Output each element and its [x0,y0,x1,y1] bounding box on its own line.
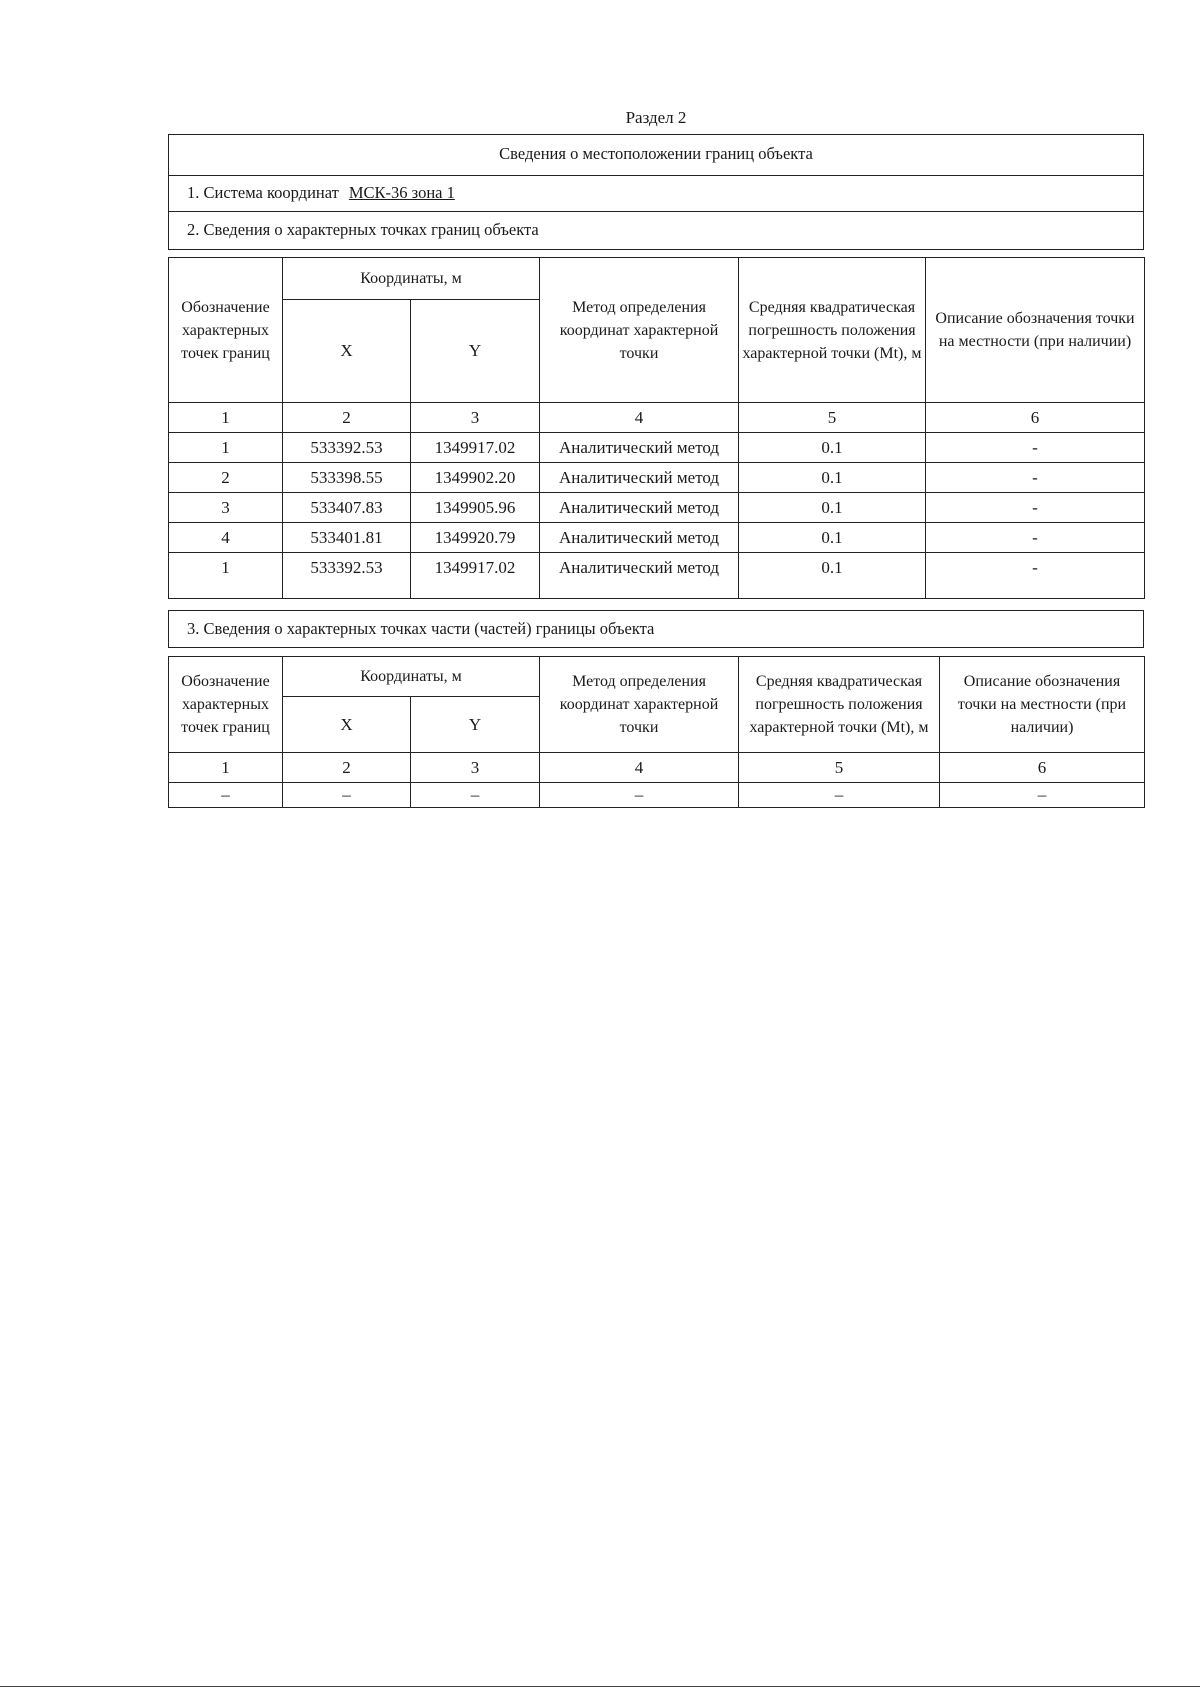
error-value: – [739,783,940,808]
col-coordinates: Координаты, м [283,258,540,300]
part-boundary-points-table [168,656,1145,808]
column-number: 2 [283,753,411,783]
coord-y: – [411,783,540,808]
method: – [540,783,739,808]
description: - [926,433,1145,463]
boundary-points-body [169,258,1145,599]
section-label: Раздел 2 [625,108,687,127]
object-boundaries-title: Сведения о местоположении границ объекта [499,144,813,163]
page-bottom-rule [0,1686,1200,1687]
point-id: 2 [169,463,283,493]
col-method: Метод определения координат характерной точки [540,258,739,403]
coordinate-system-label: 1. Система координат [187,183,339,202]
method: Аналитический метод [540,463,739,493]
description: - [926,553,1145,599]
coord-y: 1349902.20 [411,463,540,493]
error-value: 0.1 [739,493,926,523]
table-row [169,463,1145,493]
coordinate-system-value: МСК-36 зона 1 [348,183,455,202]
method: Аналитический метод [540,433,739,463]
column-number-row [169,403,1145,433]
col-description: Описание обозначения точки на местности (при наличии) [940,657,1145,753]
table-row [169,493,1145,523]
column-number: 4 [540,403,739,433]
description: - [926,523,1145,553]
column-number: 3 [411,753,540,783]
coord-x: 533401.81 [283,523,411,553]
col-y: Y [411,300,540,403]
method: Аналитический метод [540,553,739,599]
error-value: 0.1 [739,463,926,493]
coord-y: 1349905.96 [411,493,540,523]
coord-x: 533392.53 [283,433,411,463]
column-number: 3 [411,403,540,433]
column-number: 6 [926,403,1145,433]
column-number: 6 [940,753,1145,783]
col-x: X [283,697,411,753]
description: - [926,493,1145,523]
col-y: Y [411,697,540,753]
coord-y: 1349920.79 [411,523,540,553]
method: Аналитический метод [540,493,739,523]
point-id: 1 [169,433,283,463]
point-id: 3 [169,493,283,523]
col-description: Описание обозначения точки на местности (при наличии) [926,258,1145,403]
column-number: 1 [169,753,283,783]
point-id: – [169,783,283,808]
error-value: 0.1 [739,433,926,463]
coord-y: 1349917.02 [411,553,540,599]
error-value: 0.1 [739,553,926,599]
col-method: Метод определения координат характерной точки [540,657,739,753]
coord-x: 533398.55 [283,463,411,493]
coordinate-system-row [169,175,1143,211]
section2-title: 2. Сведения о характерных точках границ объекта [168,211,1144,250]
column-number: 4 [540,753,739,783]
method: Аналитический метод [540,523,739,553]
table-row [169,523,1145,553]
table-row [169,553,1145,599]
col-x: X [283,300,411,403]
column-number: 1 [169,403,283,433]
error-value: 0.1 [739,523,926,553]
col-error: Средняя квадратическая погрешность положения характерной точки (Mt), м [739,657,940,753]
header-box [168,134,1144,212]
coord-x: 533407.83 [283,493,411,523]
point-id: 4 [169,523,283,553]
description: - [926,463,1145,493]
table-row [169,433,1145,463]
boundary-points-table [168,257,1145,599]
section3-title: 3. Сведения о характерных точках части (частей) границы объекта [168,610,1144,648]
description: – [940,783,1145,808]
coord-x: 533392.53 [283,553,411,599]
point-id: 1 [169,553,283,599]
coord-y: 1349917.02 [411,433,540,463]
col-coordinates: Координаты, м [283,657,540,697]
part-boundary-points-body [169,657,1145,808]
coord-x: – [283,783,411,808]
col-designation: Обозначение характерных точек границ [169,258,283,403]
column-number-row [169,753,1145,783]
column-number: 2 [283,403,411,433]
col-error: Средняя квадратическая погрешность положения характерной точки (Mt), м [739,258,926,403]
table-row [169,783,1145,808]
column-number: 5 [739,403,926,433]
col-designation: Обозначение характерных точек границ [169,657,283,753]
column-number: 5 [739,753,940,783]
